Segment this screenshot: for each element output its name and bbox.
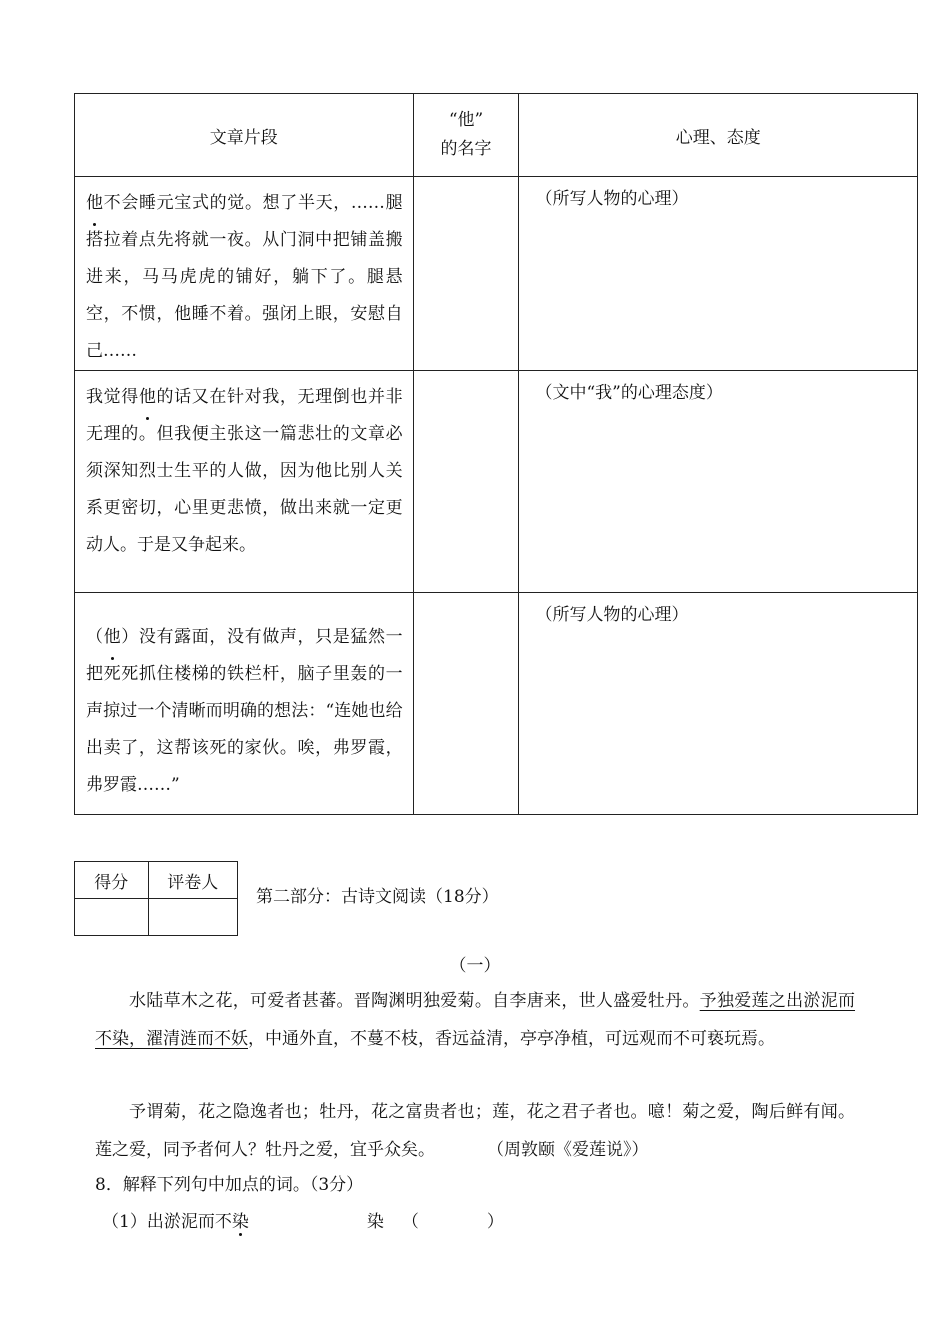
dotted-char: 他 bbox=[104, 619, 121, 656]
answer-blank[interactable]: （ ） bbox=[401, 1212, 504, 1232]
passage-text: （ bbox=[86, 627, 104, 647]
header-name-line1: “他” bbox=[448, 110, 484, 130]
mind-note: （所写人物的心理） bbox=[535, 189, 689, 209]
question-8-item-1 bbox=[102, 1207, 504, 1232]
table-header-row bbox=[75, 94, 918, 177]
passage-text: 的话又在针对我，无理倒也并非无理的。但我便主张这一篇悲壮的文章必须深知烈士生平的人做，因为他比别人关系更密切，心里更悲愤，做出来就一定更动人。于是又争起来。 bbox=[86, 387, 403, 555]
paragraph-text: 予谓菊，花之隐逸者也；牡丹，花之富贵者也；莲，花之君子者也。噫！菊之爱，陶后鲜有闻。莲之爱，同予者何人？牡丹之爱，宜乎众矣。 bbox=[95, 1102, 855, 1160]
passage-text: 不会睡元宝式的觉。想了半天，……腿搭拉着点先将就一夜。从门洞中把铺盖搬进来，马马虎虎的铺好，躺下了。腿悬空，不惯，他睡不着。强闭上眼，安慰自己…… bbox=[86, 193, 403, 361]
passage-cell bbox=[75, 593, 414, 815]
header-name-line2: 的名字 bbox=[440, 139, 492, 159]
question-8: 8．解释下列句中加点的词。（3分） bbox=[95, 1175, 364, 1195]
mind-cell[interactable] bbox=[519, 177, 918, 371]
target-word: 染 bbox=[366, 1212, 384, 1232]
mind-note: （文中“我”的心理态度） bbox=[535, 383, 723, 403]
dotted-char: 染 bbox=[232, 1207, 249, 1232]
dotted-char: 他 bbox=[86, 185, 103, 222]
paragraph-text: 水陆草木之花，可爱者甚蕃。晋陶渊明独爱菊。自李唐来，世人盛爱牡丹。 bbox=[129, 991, 700, 1011]
section-title: 第二部分：古诗文阅读（18分） bbox=[256, 887, 499, 907]
passage-cell bbox=[75, 177, 414, 371]
source-citation: （周敦颐《爱莲说》） bbox=[487, 1140, 649, 1160]
mind-note: （所写人物的心理） bbox=[535, 605, 689, 625]
passage-text: ）没有露面，没有做声，只是猛然一把死死抓住楼梯的铁栏杆，脑子里轰的一声掠过一个清晰而明确的想法：“连她也给出卖了，这帮该死的家伙。唉，弗罗霞，弗罗霞……” bbox=[86, 627, 403, 795]
score-box bbox=[74, 861, 238, 936]
passage-cell bbox=[75, 371, 414, 593]
name-answer-cell[interactable] bbox=[413, 371, 519, 593]
score-label: 得分 bbox=[75, 862, 149, 899]
underlined-sentence: 予独爱莲之出淤泥而不染，濯清涟而不妖 bbox=[95, 991, 856, 1049]
header-passage: 文章片段 bbox=[75, 94, 414, 177]
paragraph-2 bbox=[95, 1093, 855, 1169]
passage-text: 我觉得 bbox=[86, 387, 139, 407]
table-row bbox=[75, 371, 918, 593]
score-field[interactable] bbox=[75, 899, 149, 936]
name-answer-cell[interactable] bbox=[413, 593, 519, 815]
passage-table bbox=[74, 93, 918, 815]
header-name bbox=[413, 94, 519, 177]
header-mind: 心理、态度 bbox=[519, 94, 918, 177]
grader-label: 评卷人 bbox=[148, 862, 237, 899]
dotted-char: 他 bbox=[139, 379, 156, 416]
grader-field[interactable] bbox=[148, 899, 237, 936]
paragraph-text: ，中通外直，不蔓不枝，香远益清，亭亭净植，可远观而不可亵玩焉。 bbox=[248, 1029, 775, 1049]
sub-title: （一） bbox=[449, 956, 501, 976]
mind-cell[interactable] bbox=[519, 593, 918, 815]
table-row bbox=[75, 593, 918, 815]
paragraph-1 bbox=[95, 982, 855, 1058]
question-text: （1）出淤泥而不 bbox=[102, 1212, 232, 1232]
mind-cell[interactable] bbox=[519, 371, 918, 593]
table-row bbox=[75, 177, 918, 371]
name-answer-cell[interactable] bbox=[413, 177, 519, 371]
